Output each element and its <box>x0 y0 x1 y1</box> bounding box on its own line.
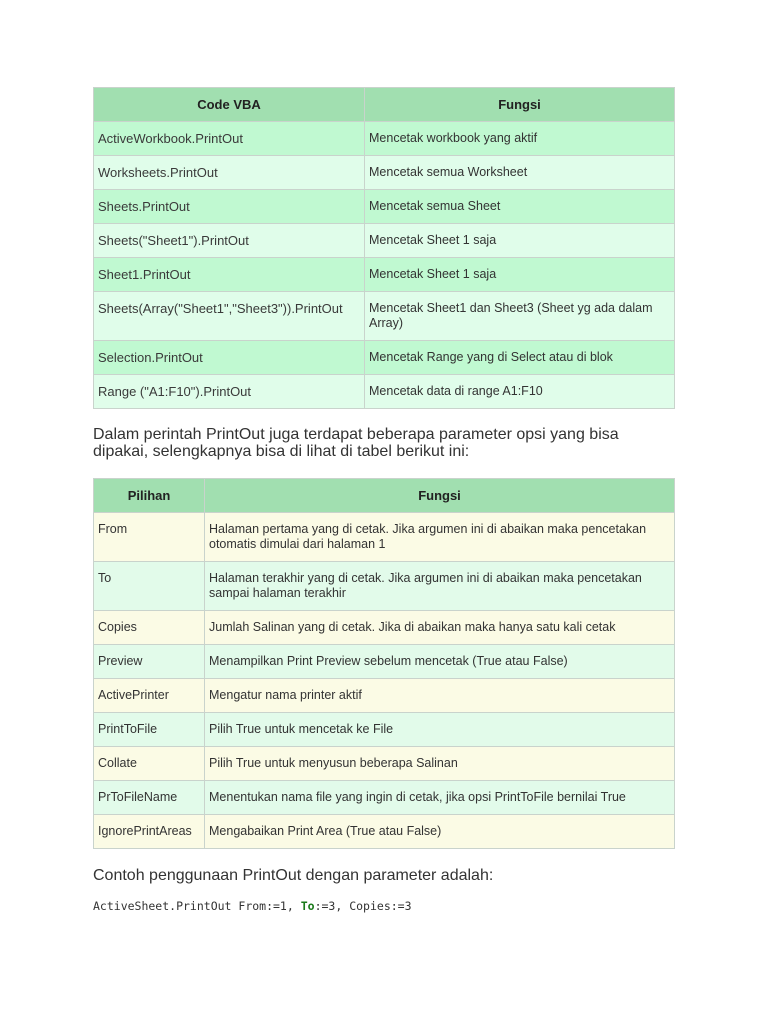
table-row <box>94 611 675 645</box>
code-cell: Sheets(Array("Sheet1","Sheet3")).PrintOut <box>94 292 365 341</box>
fungsi-cell: Mencetak Sheet 1 saja <box>365 224 675 258</box>
option-description-cell: Mengabaikan Print Area (True atau False) <box>205 815 675 849</box>
code-cell: Range ("A1:F10").PrintOut <box>94 375 365 409</box>
code-example <box>93 899 675 913</box>
table-row <box>94 747 675 781</box>
code-cell: Selection.PrintOut <box>94 341 365 375</box>
fungsi-cell: Mencetak Sheet 1 saja <box>365 258 675 292</box>
table-row <box>94 645 675 679</box>
code-keyword: To <box>300 899 315 913</box>
table-row <box>94 292 675 341</box>
fungsi-cell: Mencetak workbook yang aktif <box>365 122 675 156</box>
option-description-cell: Halaman pertama yang di cetak. Jika argumen ini di abaikan maka pencetakan otomatis dimulai dari halaman 1 <box>205 513 675 562</box>
fungsi-cell: Mencetak Sheet1 dan Sheet3 (Sheet yg ada dalam Array) <box>365 292 675 341</box>
option-name-cell: Collate <box>94 747 205 781</box>
option-description-cell: Pilih True untuk menyusun beberapa Salinan <box>205 747 675 781</box>
option-name-cell: PrintToFile <box>94 713 205 747</box>
fungsi-cell: Mencetak semua Worksheet <box>365 156 675 190</box>
code-cell: ActiveWorkbook.PrintOut <box>94 122 365 156</box>
fungsi-cell: Mencetak data di range A1:F10 <box>365 375 675 409</box>
table-row <box>94 156 675 190</box>
column-header-pilihan: Pilihan <box>94 479 205 513</box>
table-row <box>94 341 675 375</box>
code-cell: Sheet1.PrintOut <box>94 258 365 292</box>
option-name-cell: PrToFileName <box>94 781 205 815</box>
column-header-code-vba: Code VBA <box>94 88 365 122</box>
table-row <box>94 679 675 713</box>
option-description-cell: Pilih True untuk mencetak ke File <box>205 713 675 747</box>
option-name-cell: Preview <box>94 645 205 679</box>
column-header-fungsi: Fungsi <box>205 479 675 513</box>
code-part-2: :=3, Copies:=3 <box>314 899 412 913</box>
printout-options-table <box>93 478 675 849</box>
option-description-cell: Menampilkan Print Preview sebelum mencetak (True atau False) <box>205 645 675 679</box>
option-name-cell: From <box>94 513 205 562</box>
option-name-cell: ActivePrinter <box>94 679 205 713</box>
column-header-fungsi: Fungsi <box>365 88 675 122</box>
code-cell: Worksheets.PrintOut <box>94 156 365 190</box>
table-row <box>94 224 675 258</box>
option-name-cell: IgnorePrintAreas <box>94 815 205 849</box>
option-description-cell: Menentukan nama file yang ingin di cetak, jika opsi PrintToFile bernilai True <box>205 781 675 815</box>
table-row <box>94 562 675 611</box>
vba-printout-table <box>93 87 675 409</box>
option-description-cell: Jumlah Salinan yang di cetak. Jika di abaikan maka hanya satu kali cetak <box>205 611 675 645</box>
fungsi-cell: Mencetak Range yang di Select atau di blok <box>365 341 675 375</box>
fungsi-cell: Mencetak semua Sheet <box>365 190 675 224</box>
intro-paragraph: Dalam perintah PrintOut juga terdapat beberapa parameter opsi yang bisa dipakai, selengkapnya bisa di lihat di tabel berikut ini: <box>93 426 619 460</box>
option-description-cell: Mengatur nama printer aktif <box>205 679 675 713</box>
table-row <box>94 713 675 747</box>
option-description-cell: Halaman terakhir yang di cetak. Jika argumen ini di abaikan maka pencetakan sampai halaman terakhir <box>205 562 675 611</box>
table-row <box>94 190 675 224</box>
table-row <box>94 375 675 409</box>
table-row <box>94 815 675 849</box>
code-cell: Sheets.PrintOut <box>94 190 365 224</box>
table-header-row <box>94 479 675 513</box>
code-part-1: ActiveSheet.PrintOut From:=1, <box>93 899 301 913</box>
option-name-cell: To <box>94 562 205 611</box>
table-row <box>94 122 675 156</box>
table-row <box>94 513 675 562</box>
option-name-cell: Copies <box>94 611 205 645</box>
table-header-row <box>94 88 675 122</box>
document-body <box>93 87 675 913</box>
example-paragraph: Contoh penggunaan PrintOut dengan parameter adalah: <box>93 867 494 884</box>
table-row <box>94 781 675 815</box>
code-cell: Sheets("Sheet1").PrintOut <box>94 224 365 258</box>
table-row <box>94 258 675 292</box>
